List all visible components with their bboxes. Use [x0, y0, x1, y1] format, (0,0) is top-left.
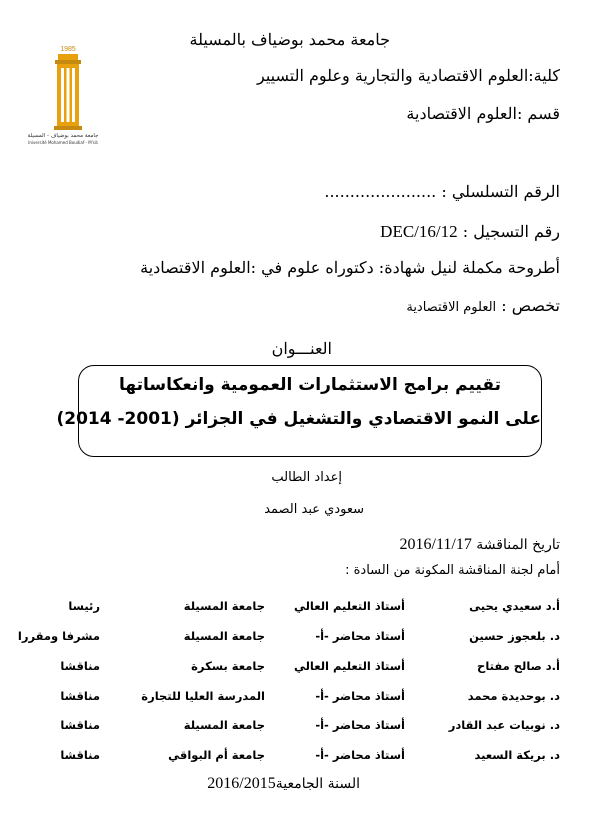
member-role: مشرفا ومقررا — [17, 629, 100, 643]
member-institution: جامعة المسيلة — [183, 599, 265, 613]
university-logo — [28, 42, 98, 146]
committee-row — [0, 689, 590, 715]
registration-number — [380, 222, 560, 242]
member-rank: أستاذ محاضر -أ- — [315, 689, 405, 703]
university-logo-icon — [28, 42, 98, 146]
university-name: جامعة محمد بوضياف بالمسيلة — [189, 30, 390, 49]
member-name: د. بريكة السعيد — [474, 748, 560, 762]
department-name: قسم :العلوم الاقتصادية — [406, 104, 560, 123]
member-name: أ.د سعيدي يحيى — [469, 599, 560, 613]
member-role: مناقشا — [60, 659, 100, 673]
member-name: د. نوبيات عبد القادر — [448, 718, 560, 732]
defense-date — [400, 536, 560, 554]
logo-year: 1985 — [60, 46, 76, 53]
specialty-value: العلوم الاقتصادية — [406, 300, 497, 315]
member-role: رئيسا — [68, 599, 100, 613]
title-box — [56, 365, 542, 457]
thesis-description: أطروحة مكملة لنيل شهادة: دكتوراه علوم في :العلوم الاقتصادية — [140, 258, 560, 277]
logo-name-ar: جامعة محمد بوضياف - المسيلة — [28, 133, 98, 139]
serial-label: الرقم التسلسلي : — [441, 182, 560, 201]
student-name: سعودي عبد الصمد — [264, 502, 364, 517]
academic-year — [207, 775, 360, 793]
committee-row — [0, 718, 590, 744]
member-rank: أستاذ محاضر -أ- — [315, 718, 405, 732]
title-heading: العنـــوان — [271, 339, 332, 358]
member-institution: جامعة أم البواقي — [168, 748, 265, 762]
prepared-by-label: إعداد الطالب — [271, 470, 342, 485]
member-rank: أستاذ التعليم العالي — [293, 599, 405, 613]
academic-year-value: 2016/2015 — [207, 775, 276, 792]
member-rank: أستاذ محاضر -أ- — [315, 629, 405, 643]
member-name: أ.د صالح مفتاح — [477, 659, 560, 673]
member-rank: أستاذ التعليم العالي — [293, 659, 405, 673]
logo-name-fr: Université Mohamed Boudiaf - M'sila — [28, 140, 98, 145]
member-name: د. بلعجوز حسين — [469, 629, 560, 643]
member-institution: جامعة المسيلة — [183, 629, 265, 643]
registration-value: DEC/16/12 — [380, 222, 458, 241]
defense-date-label: تاريخ المناقشة — [476, 537, 560, 553]
member-institution: جامعة بسكرة — [191, 659, 265, 673]
serial-value: ...................... — [324, 182, 437, 201]
faculty-name: كلية:العلوم الاقتصادية والتجارية وعلوم التسيير — [257, 66, 560, 85]
member-rank: أستاذ محاضر -أ- — [315, 748, 405, 762]
member-role: مناقشا — [60, 689, 100, 703]
specialty — [406, 296, 560, 315]
committee-row — [0, 629, 590, 655]
member-institution: المدرسة العليا للتجارة — [141, 689, 265, 703]
member-role: مناقشا — [60, 718, 100, 732]
defense-date-value: 2016/11/17 — [399, 536, 472, 553]
committee-row — [0, 599, 590, 625]
committee-intro: أمام لجنة المناقشة المكونة من السادة : — [345, 563, 560, 578]
committee-row — [0, 748, 590, 774]
registration-label: رقم التسجيل : — [462, 222, 560, 241]
member-name: د. بوحديدة محمد — [467, 689, 560, 703]
specialty-label: تخصص : — [501, 296, 560, 315]
member-institution: جامعة المسيلة — [183, 718, 265, 732]
title-line-2: على النمو الاقتصادي والتشغيل في الجزائر (2001- 2014) — [56, 409, 541, 429]
member-role: مناقشا — [60, 748, 100, 762]
academic-year-label: السنة الجامعية — [275, 776, 360, 792]
committee-row — [0, 659, 590, 685]
title-line-1: تقييم برامج الاستثمارات العمومية وانعكاساتها — [119, 375, 501, 395]
serial-number — [324, 182, 560, 201]
